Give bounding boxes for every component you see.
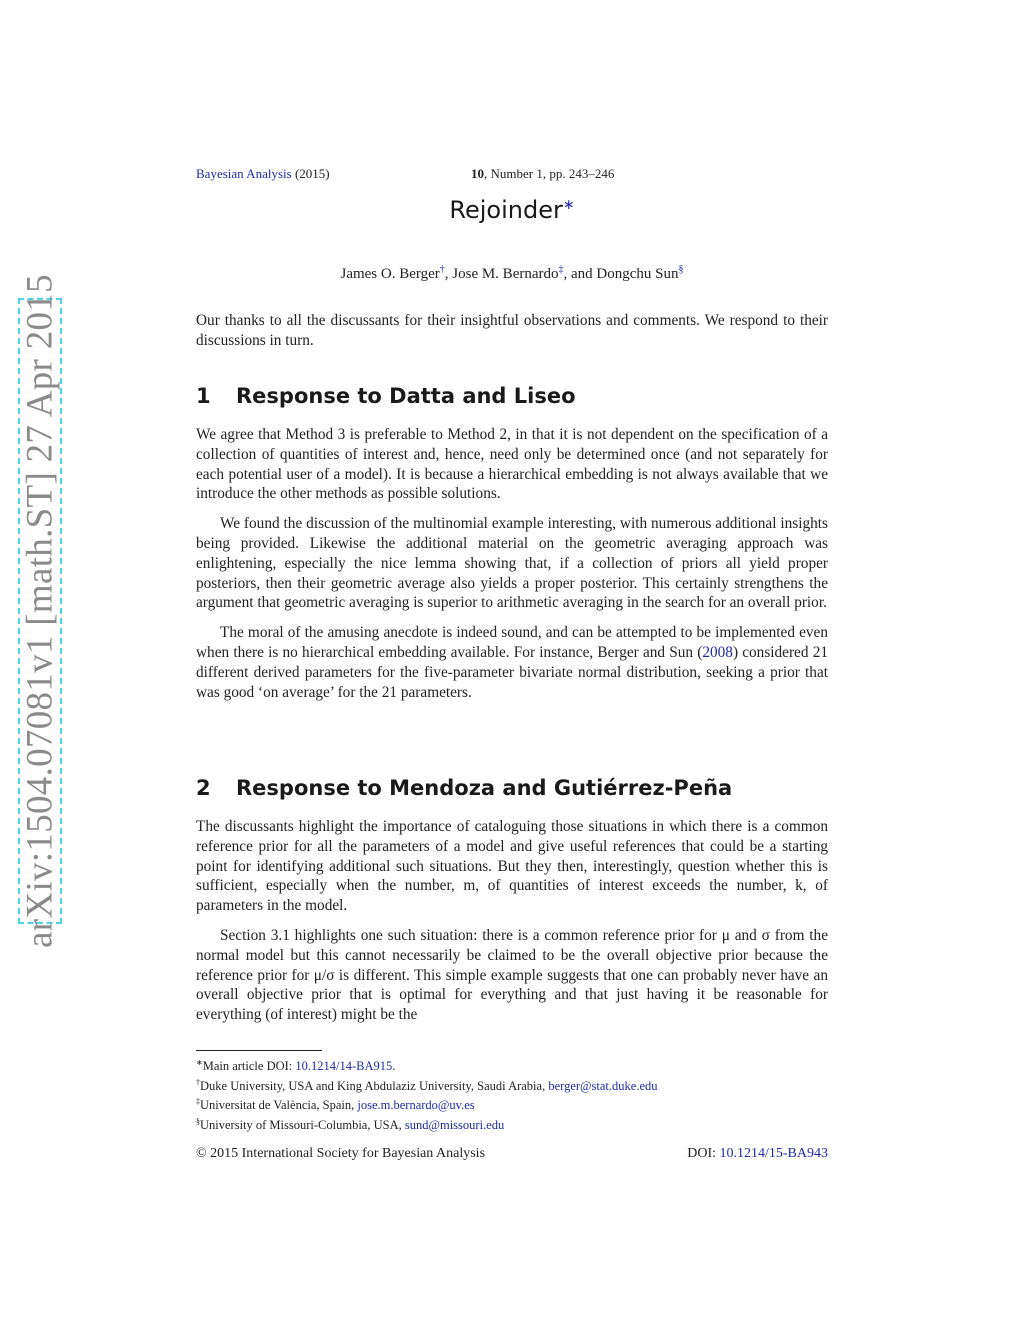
intro-text: Our thanks to all the discussants for their insightful observations and comments. We respond to their discussions in turn. xyxy=(196,312,828,349)
paragraph-text: ) considered 21 different derived parameters for the five-parameter bivariate normal distribution, seeking a prior that was good ‘on average’ for the 21 parameters. xyxy=(196,643,828,701)
footnote-text: Duke University, USA and King Abdulaziz University, Saudi Arabia, xyxy=(200,1078,549,1093)
citation-link[interactable]: 2008 xyxy=(702,643,733,661)
footnote-text: Universitat de València, Spain, xyxy=(200,1098,358,1113)
section-number: 1 xyxy=(196,384,211,408)
author-separator: , and xyxy=(563,266,597,282)
footnote-divider xyxy=(196,1050,322,1051)
section-number: 2 xyxy=(196,776,211,800)
footnote-email-link[interactable]: berger@stat.duke.edu xyxy=(548,1078,658,1093)
footnote-mark: ‡ xyxy=(196,1097,200,1107)
arxiv-stamp-text: arXiv:1504.07081v1 [math.ST] 27 Apr 2015 xyxy=(19,274,61,948)
footnote-text: Main article DOI: xyxy=(202,1059,296,1074)
footer-doi xyxy=(687,1146,828,1162)
section-title: Response to Datta and Liseo xyxy=(236,384,576,408)
copyright-text: © 2015 International Society for Bayesian Analysis xyxy=(196,1146,486,1161)
author-name: James O. Berger xyxy=(340,266,440,282)
author-list xyxy=(196,264,828,283)
paragraph: We agree that Method 3 is preferable to Method 2, in that it is not dependent on the specification of a collection of quantities of interest and, hence, need only be determined once (and not separately for each potential user of a model). It is because a hierarchical embedding is not always available that we introduce the other methods as possible solutions. xyxy=(196,426,828,503)
author-name: Dongchu Sun xyxy=(596,266,679,282)
title-footnote-mark[interactable]: ∗ xyxy=(562,197,575,213)
section-1-body xyxy=(196,425,828,702)
footnote xyxy=(196,1094,828,1114)
journal-year: (2015) xyxy=(294,166,330,181)
author-footnote-mark[interactable]: § xyxy=(678,264,684,275)
author-separator: , xyxy=(444,266,453,282)
footnote-mark: ∗ xyxy=(196,1058,203,1067)
paragraph-text: The moral of the amusing anecdote is indeed sound, and can be attempted to be implemented even when there is no hierarchical embedding available. For instance, Berger and Sun ( xyxy=(196,624,828,661)
footnote-text: University of Missouri-Columbia, USA, xyxy=(200,1118,405,1133)
footnote xyxy=(196,1114,828,1134)
paragraph: Section 3.1 highlights one such situation: there is a common reference prior for μ and σ from the normal model but this cannot necessarily be claimed to be the overall objective prior because the reference prior for μ/σ is different. This simple example suggests that one can probably never have an overall objective prior that is optimal for everything and that just having it be reasonable for everything (of interest) might be the xyxy=(196,926,828,1024)
author-footnote-mark[interactable]: † xyxy=(439,264,445,275)
section-2-body xyxy=(196,817,828,1025)
journal-link[interactable]: Bayesian Analysis xyxy=(196,166,292,181)
paragraph: We found the discussion of the multinomial example interesting, with numerous additional insights being provided. Likewise the additional material on the geometric averaging approach was enlightening, especially the nice lemma showing that, if a collection of priors all yield proper posteriors, then their geometric average also yields a proper posterior. This certainly strengthens the argument that geometric averaging is superior to arithmetic averaging in the search for an overall prior. xyxy=(196,515,828,612)
title-text: Rejoinder xyxy=(449,196,563,224)
footnote-email-link[interactable]: jose.m.bernardo@uv.es xyxy=(357,1098,475,1113)
footnote-tail: . xyxy=(392,1059,396,1074)
footnote-doi-link[interactable]: 10.1214/14-BA915 xyxy=(295,1059,393,1074)
paragraph: The discussants highlight the importance of cataloguing those situations in which there is a common reference prior for all the parameters of a model and give useful references that could be a starting point for identifying additional such situations. But they then, interestingly, question whether this is sufficient, especially when the number, m, of quantities of interest exceeds the number, k, of parameters in the model. xyxy=(196,818,828,915)
section-1-heading xyxy=(196,384,828,408)
section-2-heading xyxy=(196,776,828,800)
footnote-email-link[interactable]: sund@missouri.edu xyxy=(404,1118,505,1133)
page-footer xyxy=(196,1146,828,1162)
doi-link[interactable]: 10.1214/15-BA943 xyxy=(719,1146,828,1161)
volume-number: 10 xyxy=(471,166,484,181)
section-title: Response to Mendoza and Gutiérrez-Peña xyxy=(236,776,733,800)
journal-citation xyxy=(196,166,330,182)
paper-title xyxy=(196,196,828,224)
footnote-mark: § xyxy=(196,1116,200,1126)
author-name: Jose M. Bernardo xyxy=(452,266,559,282)
paragraph xyxy=(196,623,828,702)
arxiv-stamp xyxy=(18,274,62,948)
footnote-mark: † xyxy=(196,1077,200,1087)
doi-label: DOI: xyxy=(687,1146,720,1161)
footnote xyxy=(196,1075,828,1095)
intro-paragraph xyxy=(196,311,828,351)
volume-info xyxy=(471,166,614,182)
author-footnote-mark[interactable]: ‡ xyxy=(558,264,564,275)
footnote xyxy=(196,1055,828,1075)
issue-pages: , Number 1, pp. 243–246 xyxy=(484,166,615,181)
footnotes xyxy=(196,1055,828,1134)
